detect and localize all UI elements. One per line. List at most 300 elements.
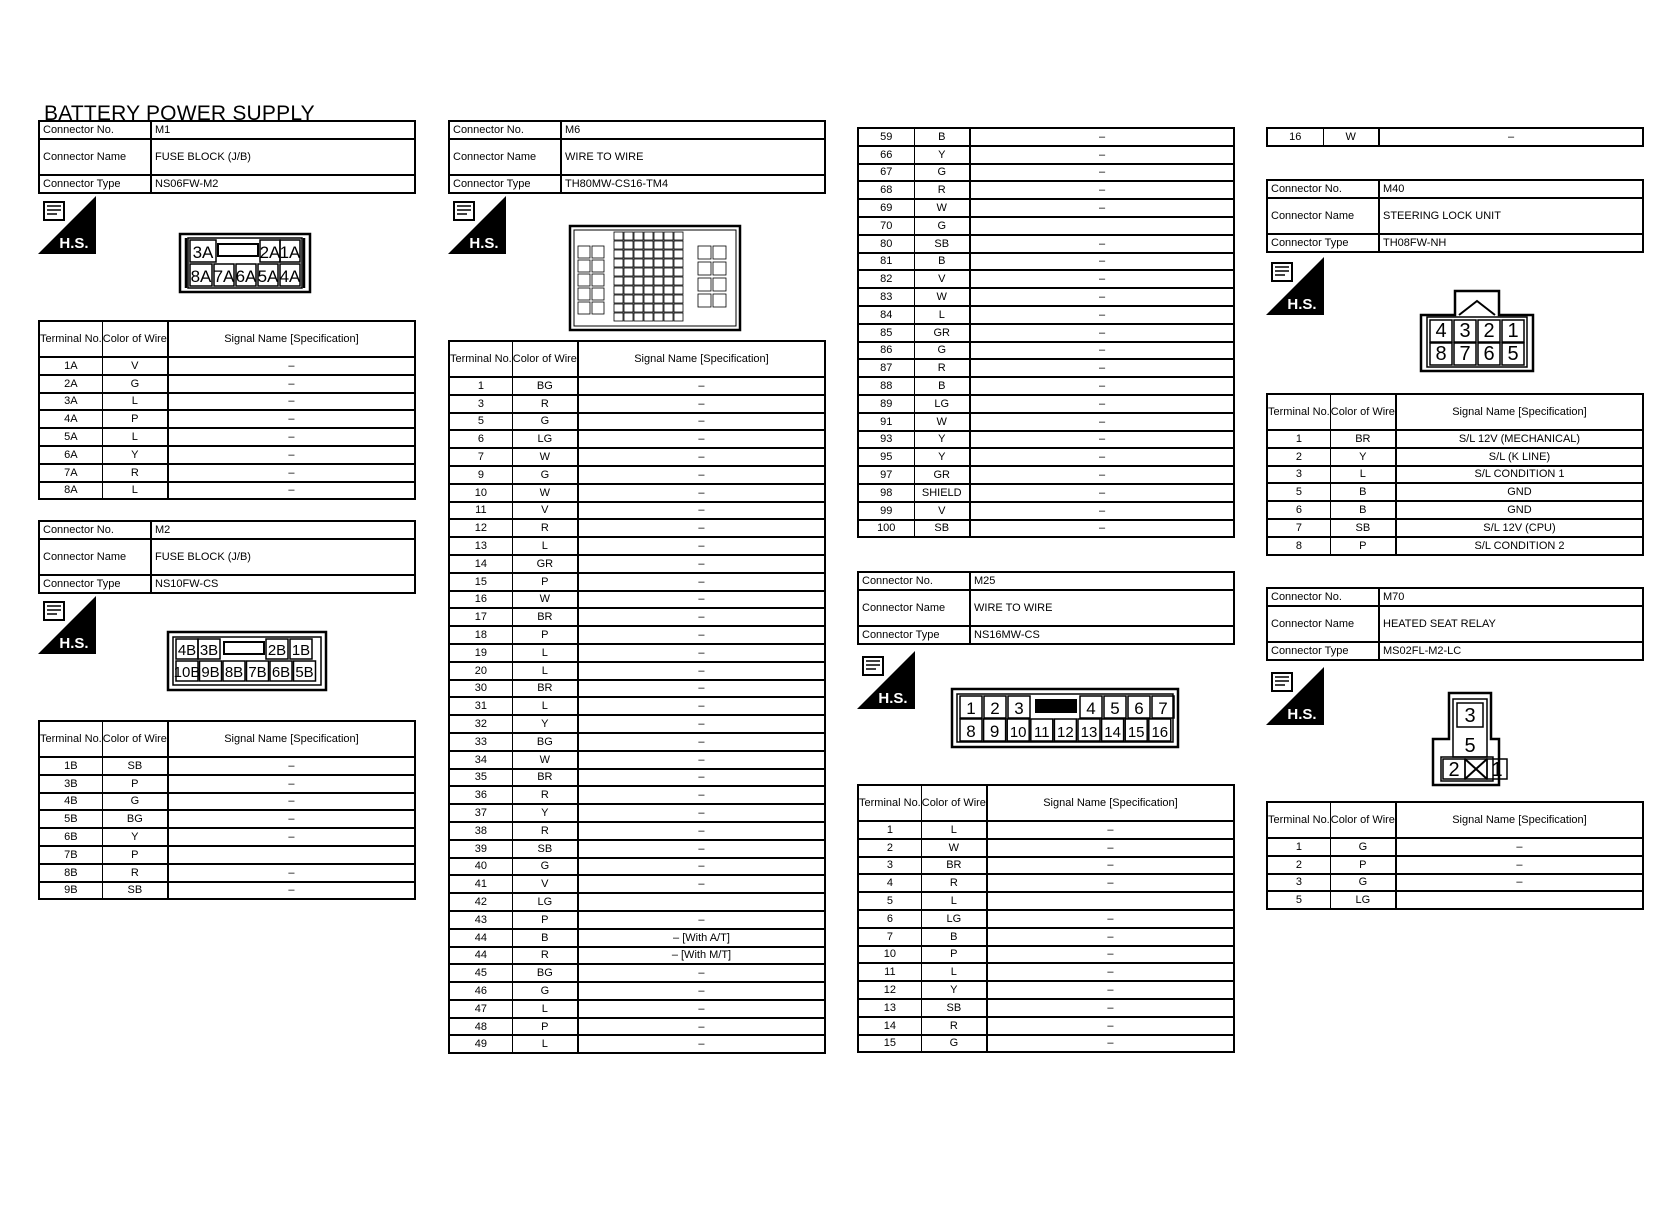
terminal-no-cell: 9: [449, 466, 512, 484]
terminal-no-cell: 83: [858, 288, 914, 306]
terminal-no-cell: 3: [1267, 466, 1330, 484]
table-row: [39, 410, 415, 428]
header-signal-name: Signal Name [Specification]: [168, 721, 415, 757]
terminal-no-cell: 49: [449, 1035, 512, 1053]
connector-m70-face: [1431, 691, 1517, 787]
connector-m40-info: [1266, 179, 1644, 253]
table-row: [449, 893, 825, 911]
signal-name-cell: –: [578, 786, 825, 804]
terminal-no-cell: 100: [858, 520, 914, 538]
signal-name-cell: –: [168, 375, 415, 393]
table-row: [858, 857, 1234, 875]
terminal-no-cell: 12: [449, 519, 512, 537]
signal-name-cell: –: [168, 810, 415, 828]
signal-name-cell: –: [970, 448, 1234, 466]
signal-name-cell: –: [578, 484, 825, 502]
table-row: [1267, 891, 1643, 909]
signal-name-cell: –: [970, 395, 1234, 413]
connector-type-label: Connector Type: [858, 626, 970, 644]
table-row: [858, 359, 1234, 377]
table-row: [858, 874, 1234, 892]
pin-label: 13: [1080, 724, 1098, 741]
terminal-no-cell: 8A: [39, 482, 102, 500]
wire-color-cell: R: [512, 395, 578, 413]
terminal-no-cell: 6: [1267, 501, 1330, 519]
terminal-no-cell: 70: [858, 217, 914, 235]
header-terminal-no: Terminal No.: [449, 341, 512, 377]
connector-no-label: Connector No.: [449, 121, 561, 139]
pin-label: 2: [990, 699, 1000, 718]
signal-name-cell: –: [970, 306, 1234, 324]
terminal-no-cell: 93: [858, 431, 914, 449]
terminal-no-cell: 97: [858, 466, 914, 484]
signal-name-cell: –: [578, 875, 825, 893]
pin-table: [857, 127, 1235, 538]
connector-name-value: WIRE TO WIRE: [561, 139, 825, 175]
terminal-no-cell: 39: [449, 840, 512, 858]
wire-color-cell: G: [1330, 838, 1396, 856]
table-row: [449, 1035, 825, 1053]
table-row: [449, 662, 825, 680]
header-color-of-wire: Color of Wire: [512, 341, 578, 377]
signal-name-cell: –: [1396, 874, 1643, 892]
signal-name-cell: –: [970, 288, 1234, 306]
wire-color-cell: GR: [512, 555, 578, 573]
connector-name-value: HEATED SEAT RELAY: [1379, 606, 1643, 642]
connector-m40-pin-table: [1266, 393, 1644, 556]
terminal-no-cell: 16: [1267, 128, 1323, 146]
connector-type-value: NS06FW-M2: [151, 175, 415, 193]
terminal-no-cell: 59: [858, 128, 914, 146]
signal-name-cell: –: [970, 235, 1234, 253]
signal-name-cell: –: [1396, 838, 1643, 856]
wire-color-cell: L: [102, 428, 168, 446]
table-row: [449, 555, 825, 573]
terminal-no-cell: 7A: [39, 464, 102, 482]
signal-name-cell: –: [970, 146, 1234, 164]
terminal-no-cell: 2: [858, 839, 921, 857]
connector-name-label: Connector Name: [449, 139, 561, 175]
pin-label: 5: [1507, 343, 1519, 365]
wire-color-cell: BG: [102, 810, 168, 828]
terminal-no-cell: 45: [449, 964, 512, 982]
signal-name-cell: –: [578, 733, 825, 751]
wire-color-cell: BR: [1330, 430, 1396, 448]
pin-label: 8: [966, 722, 976, 741]
terminal-no-cell: 6: [449, 430, 512, 448]
connector-m2-section: [38, 520, 416, 594]
connector-m25-face: [950, 687, 1180, 749]
table-row: [858, 1017, 1234, 1035]
signal-name-cell: –: [578, 1018, 825, 1036]
connector-m25-pin-table-continued: [1266, 127, 1644, 147]
terminal-no-cell: 46: [449, 982, 512, 1000]
signal-name-cell: –: [578, 448, 825, 466]
wire-color-cell: V: [512, 875, 578, 893]
terminal-no-cell: 3: [1267, 874, 1330, 892]
table-row: [858, 377, 1234, 395]
signal-name-cell: –: [987, 1017, 1234, 1035]
wire-color-cell: L: [921, 821, 987, 839]
table-row: [858, 235, 1234, 253]
harness-side-icon: [857, 651, 915, 709]
table-row: [449, 947, 825, 965]
signal-name-cell: – [With A/T]: [578, 929, 825, 947]
signal-name-cell: –: [970, 466, 1234, 484]
signal-name-cell: –: [970, 502, 1234, 520]
wire-color-cell: BG: [512, 964, 578, 982]
terminal-no-cell: 33: [449, 733, 512, 751]
connector-m6-pin-table: [448, 340, 826, 1054]
table-row: [39, 375, 415, 393]
wire-color-cell: P: [102, 410, 168, 428]
signal-name-cell: –: [578, 715, 825, 733]
wire-color-cell: R: [512, 947, 578, 965]
wire-color-cell: G: [512, 858, 578, 876]
signal-name-cell: –: [578, 537, 825, 555]
table-row: [858, 431, 1234, 449]
connector-type-label: Connector Type: [1267, 642, 1379, 660]
signal-name-cell: –: [578, 395, 825, 413]
signal-name-cell: –: [168, 757, 415, 775]
connector-type-value: NS16MW-CS: [970, 626, 1234, 644]
terminal-no-cell: 5A: [39, 428, 102, 446]
pin-label: 8A: [190, 267, 212, 286]
hs-badge-text: H.S.: [469, 235, 499, 252]
terminal-no-cell: 1A: [39, 357, 102, 375]
signal-name-cell: GND: [1396, 483, 1643, 501]
wire-color-cell: L: [102, 482, 168, 500]
connector-m6-face: [568, 224, 742, 332]
signal-name-cell: –: [168, 882, 415, 900]
table-row: [858, 1035, 1234, 1053]
terminal-no-cell: 35: [449, 769, 512, 787]
signal-name-cell: –: [168, 482, 415, 500]
pin-label: 10: [1009, 724, 1027, 741]
terminal-no-cell: 15: [449, 573, 512, 591]
pin-label: 8: [1435, 343, 1447, 365]
wire-color-cell: Y: [102, 828, 168, 846]
connector-m40-face: [1419, 287, 1535, 373]
wire-color-cell: W: [1323, 128, 1379, 146]
terminal-no-cell: 18: [449, 626, 512, 644]
table-row: [858, 324, 1234, 342]
pin-label: 7: [1459, 343, 1471, 365]
terminal-no-cell: 5: [449, 413, 512, 431]
connector-m70-info: [1266, 587, 1644, 661]
signal-name-cell: –: [168, 446, 415, 464]
signal-name-cell: –: [578, 466, 825, 484]
table-row: [449, 697, 825, 715]
connector-no-label: Connector No.: [858, 572, 970, 590]
connector-m2-pin-table: [38, 720, 416, 900]
terminal-no-cell: 42: [449, 893, 512, 911]
signal-name-cell: –: [578, 840, 825, 858]
terminal-no-cell: 16: [449, 591, 512, 609]
signal-name-cell: –: [987, 946, 1234, 964]
signal-name-cell: –: [578, 502, 825, 520]
connector-m2-face: [166, 630, 328, 692]
terminal-no-cell: 11: [449, 502, 512, 520]
pin-label: 14: [1104, 724, 1121, 741]
table-row: [449, 1000, 825, 1018]
table-row: [858, 963, 1234, 981]
table-row: [449, 519, 825, 537]
signal-name-cell: –: [987, 874, 1234, 892]
signal-name-cell: GND: [1396, 501, 1643, 519]
signal-name-cell: [970, 217, 1234, 235]
signal-name-cell: S/L 12V (MECHANICAL): [1396, 430, 1643, 448]
terminal-no-cell: 32: [449, 715, 512, 733]
pin-label: 7B: [248, 664, 267, 681]
table-row: [449, 395, 825, 413]
table-row: [449, 964, 825, 982]
pin-label: 4A: [279, 267, 301, 286]
terminal-no-cell: 84: [858, 306, 914, 324]
wire-color-cell: L: [512, 537, 578, 555]
connector-no-value: M1: [151, 121, 415, 139]
connector-name-label: Connector Name: [1267, 606, 1379, 642]
pin-label: 16: [1151, 724, 1169, 741]
table-row: [39, 428, 415, 446]
wire-color-cell: Y: [914, 448, 970, 466]
pin-label: 4B: [177, 642, 197, 659]
wire-color-cell: V: [102, 357, 168, 375]
connector-m6-info: [448, 120, 826, 194]
table-row: [858, 910, 1234, 928]
table-row: [1267, 856, 1643, 874]
pin-label: 1A: [279, 243, 301, 262]
wire-color-cell: L: [921, 892, 987, 910]
page-title: BATTERY POWER SUPPLY: [44, 102, 315, 125]
terminal-no-cell: 7: [858, 928, 921, 946]
signal-name-cell: –: [168, 464, 415, 482]
signal-name-cell: –: [578, 413, 825, 431]
signal-name-cell: –: [168, 357, 415, 375]
wire-color-cell: W: [512, 591, 578, 609]
wire-color-cell: G: [512, 413, 578, 431]
pin-label: 1: [1491, 759, 1503, 781]
pin-table: [1266, 127, 1644, 147]
table-row: [858, 199, 1234, 217]
table-row: [858, 342, 1234, 360]
connector-m6-section: [448, 120, 826, 194]
terminal-no-cell: 5: [858, 892, 921, 910]
signal-name-cell: –: [578, 430, 825, 448]
wire-color-cell: BR: [512, 769, 578, 787]
signal-name-cell: S/L CONDITION 1: [1396, 466, 1643, 484]
terminal-no-cell: 3: [858, 857, 921, 875]
table-row: [39, 775, 415, 793]
pin-label: 11: [1034, 724, 1050, 741]
signal-name-cell: –: [987, 821, 1234, 839]
signal-name-cell: –: [970, 359, 1234, 377]
signal-name-cell: –: [987, 857, 1234, 875]
wire-color-cell: V: [512, 502, 578, 520]
table-row: [1267, 537, 1643, 555]
connector-no-value: M6: [561, 121, 825, 139]
wire-color-cell: G: [914, 164, 970, 182]
terminal-no-cell: 1: [1267, 838, 1330, 856]
header-signal-name: Signal Name [Specification]: [987, 785, 1234, 821]
connector-type-value: TH08FW-NH: [1379, 234, 1643, 252]
connector-no-label: Connector No.: [39, 521, 151, 539]
table-row: [39, 793, 415, 811]
pin-label: 2A: [259, 243, 281, 262]
table-row: [39, 464, 415, 482]
terminal-no-cell: 91: [858, 413, 914, 431]
terminal-no-cell: 66: [858, 146, 914, 164]
terminal-no-cell: 13: [858, 999, 921, 1017]
table-row: [858, 520, 1234, 538]
terminal-no-cell: 2: [1267, 448, 1330, 466]
terminal-no-cell: 4B: [39, 793, 102, 811]
table-row: [449, 608, 825, 626]
header-terminal-no: Terminal No.: [39, 721, 102, 757]
pin-label: 3B: [199, 642, 219, 659]
wire-color-cell: BG: [512, 733, 578, 751]
table-row: [1267, 838, 1643, 856]
signal-name-cell: –: [578, 608, 825, 626]
table-row: [858, 164, 1234, 182]
pin-label: 5B: [295, 664, 314, 681]
connector-name-label: Connector Name: [1267, 198, 1379, 234]
table-row: [858, 999, 1234, 1017]
wire-color-cell: Y: [1330, 448, 1396, 466]
terminal-no-cell: 69: [858, 199, 914, 217]
signal-name-cell: –: [1396, 856, 1643, 874]
wire-color-cell: P: [1330, 537, 1396, 555]
terminal-no-cell: 5: [1267, 891, 1330, 909]
table-row: [39, 357, 415, 375]
wire-color-cell: R: [914, 359, 970, 377]
pin-label: 8B: [224, 664, 244, 681]
connector-type-value: MS02FL-M2-LC: [1379, 642, 1643, 660]
signal-name-cell: –: [578, 1000, 825, 1018]
pin-table: [38, 320, 416, 500]
terminal-no-cell: 20: [449, 662, 512, 680]
signal-name-cell: –: [970, 324, 1234, 342]
terminal-no-cell: 30: [449, 680, 512, 698]
wire-color-cell: B: [914, 377, 970, 395]
wire-color-cell: GR: [914, 466, 970, 484]
pin-table: [448, 340, 826, 1054]
signal-name-cell: –: [168, 828, 415, 846]
signal-name-cell: –: [987, 981, 1234, 999]
table-row: [858, 253, 1234, 271]
wire-color-cell: P: [921, 946, 987, 964]
terminal-no-cell: 44: [449, 947, 512, 965]
wire-color-cell: L: [102, 393, 168, 411]
terminal-no-cell: 41: [449, 875, 512, 893]
table-row: [449, 626, 825, 644]
wire-color-cell: BR: [512, 608, 578, 626]
terminal-no-cell: 4: [858, 874, 921, 892]
table-row: [858, 928, 1234, 946]
header-terminal-no: Terminal No.: [39, 321, 102, 357]
signal-name-cell: –: [970, 253, 1234, 271]
wire-color-cell: SB: [921, 999, 987, 1017]
signal-name-cell: –: [168, 393, 415, 411]
pin-label: 7: [1158, 699, 1168, 718]
wire-color-cell: G: [512, 466, 578, 484]
header-signal-name: Signal Name [Specification]: [1396, 394, 1643, 430]
table-row: [449, 537, 825, 555]
terminal-no-cell: 3: [449, 395, 512, 413]
header-signal-name: Signal Name [Specification]: [578, 341, 825, 377]
connector-type-label: Connector Type: [1267, 234, 1379, 252]
terminal-no-cell: 5B: [39, 810, 102, 828]
connector-m70-pin-table: [1266, 801, 1644, 910]
signal-name-cell: –: [578, 591, 825, 609]
signal-name-cell: –: [578, 822, 825, 840]
table-row: [449, 804, 825, 822]
header-terminal-no: Terminal No.: [858, 785, 921, 821]
terminal-no-cell: 40: [449, 858, 512, 876]
table-row: [858, 981, 1234, 999]
terminal-no-cell: 89: [858, 395, 914, 413]
table-row: [449, 733, 825, 751]
pin-label: 1: [1507, 320, 1519, 342]
wire-color-cell: SB: [512, 840, 578, 858]
table-row: [1267, 128, 1643, 146]
terminal-no-cell: 81: [858, 253, 914, 271]
table-row: [449, 502, 825, 520]
wire-color-cell: P: [1330, 856, 1396, 874]
connector-type-value: NS10FW-CS: [151, 575, 415, 593]
connector-no-label: Connector No.: [1267, 588, 1379, 606]
signal-name-cell: –: [578, 662, 825, 680]
signal-name-cell: –: [987, 1035, 1234, 1053]
table-row: [449, 377, 825, 395]
terminal-no-cell: 17: [449, 608, 512, 626]
wire-color-cell: B: [921, 928, 987, 946]
pin-label: 1B: [291, 642, 311, 659]
connector-no-value: M70: [1379, 588, 1643, 606]
table-row: [449, 448, 825, 466]
signal-name-cell: –: [970, 181, 1234, 199]
wire-color-cell: B: [512, 929, 578, 947]
table-row: [1267, 448, 1643, 466]
connector-no-value: M25: [970, 572, 1234, 590]
terminal-no-cell: 8: [1267, 537, 1330, 555]
table-row: [858, 413, 1234, 431]
wire-color-cell: P: [512, 911, 578, 929]
pin-label: 6B: [271, 664, 291, 681]
pin-table: [1266, 393, 1644, 556]
pin-label: 2: [1483, 320, 1495, 342]
signal-name-cell: –: [987, 928, 1234, 946]
table-row: [858, 821, 1234, 839]
header-color-of-wire: Color of Wire: [1330, 802, 1396, 838]
signal-name-cell: –: [987, 910, 1234, 928]
wire-color-cell: L: [921, 963, 987, 981]
signal-name-cell: –: [578, 804, 825, 822]
terminal-no-cell: 1: [449, 377, 512, 395]
terminal-no-cell: 88: [858, 377, 914, 395]
wire-color-cell: LG: [914, 395, 970, 413]
wire-color-cell: V: [914, 502, 970, 520]
wire-color-cell: LG: [512, 893, 578, 911]
wire-color-cell: L: [914, 306, 970, 324]
signal-name-cell: –: [578, 644, 825, 662]
wire-color-cell: Y: [914, 431, 970, 449]
table-row: [1267, 501, 1643, 519]
wire-color-cell: SB: [914, 235, 970, 253]
table-row: [39, 482, 415, 500]
pin-label: 6A: [235, 267, 257, 286]
signal-name-cell: –: [970, 164, 1234, 182]
